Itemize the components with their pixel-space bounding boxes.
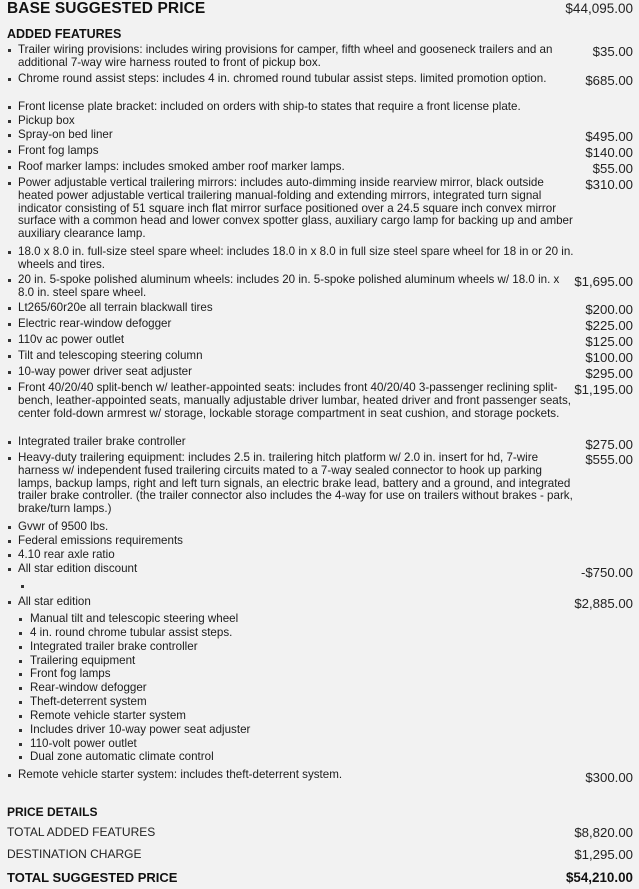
feature-description: Heavy-duty trailering equipment: includes 2.5 in. trailering hitch platform w/ 2.0 in. insert for hd, 7-wire harness w/ independent fused trailering circuits mated to a 7-way sealed connector to hook up parking lamps, backup lamps, right and left turn signals, an electric brake lead, battery and a ground, and integrated trailer brake controller. (the trailer connector also includes the 4-way for use on trailers without brakes - park, brake/turn lamps.)	[18, 451, 573, 516]
feature-description: Gvwr of 9500 lbs.	[18, 520, 109, 533]
base-price-row	[7, 0, 633, 18]
feature-description: Electric rear-window defogger	[18, 317, 172, 330]
feature-price: $495.00	[585, 129, 633, 144]
total-added-features-row	[7, 825, 633, 841]
feature-description: Trailer wiring provisions: includes wiring provisions for camper, fifth wheel and gooseneck trailers and an additional 7-way wire harness routed to front of pickup box.	[18, 43, 553, 69]
feature-description: Lt265/60r20e all terrain blackwall tires	[18, 301, 213, 314]
feature-description: 10-way power driver seat adjuster	[18, 365, 192, 378]
feature-description: 4.10 rear axle ratio	[18, 548, 115, 561]
feature-price: $125.00	[585, 334, 633, 349]
destination-charge-label: DESTINATION CHARGE	[7, 847, 142, 861]
feature-price: $2,885.00	[574, 596, 633, 611]
feature-description: 110v ac power outlet	[18, 333, 125, 346]
destination-charge-value: $1,295.00	[574, 847, 633, 862]
total-added-features-label: TOTAL ADDED FEATURES	[7, 825, 156, 839]
sub-item-text: Dual zone automatic climate control	[30, 750, 214, 763]
sub-item-text: 4 in. round chrome tubular assist steps.	[30, 626, 233, 639]
feature-price: $300.00	[585, 770, 633, 785]
feature-description: Front 40/20/40 split-bench w/ leather-appointed seats: includes front 40/20/40 3-passenger reclining split-bench, leather-appointed seats, manually adjustable driver lumbar, heated driver and front passenger seats, center fold-down armrest w/ storage, lockable storage compartment in seat cushion, and storage pockets.	[18, 381, 571, 420]
feature-description: Remote vehicle starter system: includes theft-deterrent system.	[18, 768, 343, 781]
feature-description: Tilt and telescoping steering column	[18, 349, 203, 362]
sub-item-text: Front fog lamps	[30, 667, 111, 680]
feature-price: $1,195.00	[574, 382, 633, 397]
feature-price: $275.00	[585, 437, 633, 452]
feature-price: $295.00	[585, 366, 633, 381]
feature-description: Integrated trailer brake controller	[18, 435, 186, 448]
total-suggested-price-value: $54,210.00	[565, 870, 633, 885]
feature-price: $685.00	[585, 73, 633, 88]
feature-price: $1,695.00	[574, 274, 633, 289]
sub-item-text: Includes driver 10-way power seat adjuster	[30, 723, 251, 736]
feature-description: All star edition	[18, 595, 91, 608]
feature-description: 18.0 x 8.0 in. full-size steel spare wheel: includes 18.0 in x 8.0 in full size steel spare wheel for 18 in or 20 in. wheels and tires.	[18, 245, 574, 271]
feature-description: Front license plate bracket: included on orders with ship-to states that require a front license plate.	[18, 100, 521, 113]
base-price-label: BASE SUGGESTED PRICE	[7, 0, 206, 17]
sub-item-text: Integrated trailer brake controller	[30, 640, 198, 653]
feature-description: Power adjustable vertical trailering mirrors: includes auto-dimming inside rearview mirror, black outside heated power adjustable vertical trailering manual-folding and extending mirrors, integrated turn signal indicator consisting of 51 square inch flat mirror surface positioned over a 24.5 square inch convex mirror surface with a common head and lower convex spotter glass, auxiliary cargo lamp for backing up and amber auxiliary clearance lamp.	[18, 176, 573, 241]
base-price-value: $44,095.00	[565, 1, 633, 16]
total-added-features-value: $8,820.00	[574, 825, 633, 840]
price-details-title: PRICE DETAILS	[7, 805, 98, 819]
feature-description: Pickup box	[18, 114, 75, 127]
feature-price: $35.00	[592, 44, 633, 59]
feature-description: Roof marker lamps: includes smoked amber roof marker lamps.	[18, 160, 345, 173]
added-features-title: ADDED FEATURES	[7, 27, 122, 41]
feature-price: $100.00	[585, 350, 633, 365]
destination-charge-row	[7, 847, 633, 863]
feature-price: $555.00	[585, 452, 633, 467]
feature-description: Front fog lamps	[18, 144, 99, 157]
total-suggested-price-row	[7, 870, 633, 888]
sub-item-text: 110-volt power outlet	[30, 737, 137, 750]
total-suggested-price-label: TOTAL SUGGESTED PRICE	[7, 870, 178, 885]
sub-item-text: Remote vehicle starter system	[30, 709, 186, 722]
feature-description: Spray-on bed liner	[18, 128, 113, 141]
feature-price: $55.00	[592, 161, 633, 176]
feature-price: $200.00	[585, 302, 633, 317]
sub-item-text: Trailering equipment	[30, 654, 136, 667]
feature-price: $140.00	[585, 145, 633, 160]
feature-description: 20 in. 5-spoke polished aluminum wheels: includes 20 in. 5-spoke polished aluminum wheels w/ 18.0 in. x 8.0 in. steel spare wheel.	[18, 273, 560, 299]
sub-item-text: Theft-deterrent system	[30, 695, 147, 708]
feature-description: Federal emissions requirements	[18, 534, 183, 547]
feature-description: All star edition discount	[18, 562, 138, 575]
feature-price: -$750.00	[580, 565, 633, 580]
feature-description: Chrome round assist steps: includes 4 in. chromed round tubular assist steps. limited promotion option.	[18, 72, 547, 85]
sub-item-text: Manual tilt and telescopic steering wheel	[30, 612, 239, 625]
sub-item-text: Rear-window defogger	[30, 681, 147, 694]
bullet-icon	[21, 585, 24, 588]
feature-price: $225.00	[585, 318, 633, 333]
feature-price: $310.00	[585, 177, 633, 192]
